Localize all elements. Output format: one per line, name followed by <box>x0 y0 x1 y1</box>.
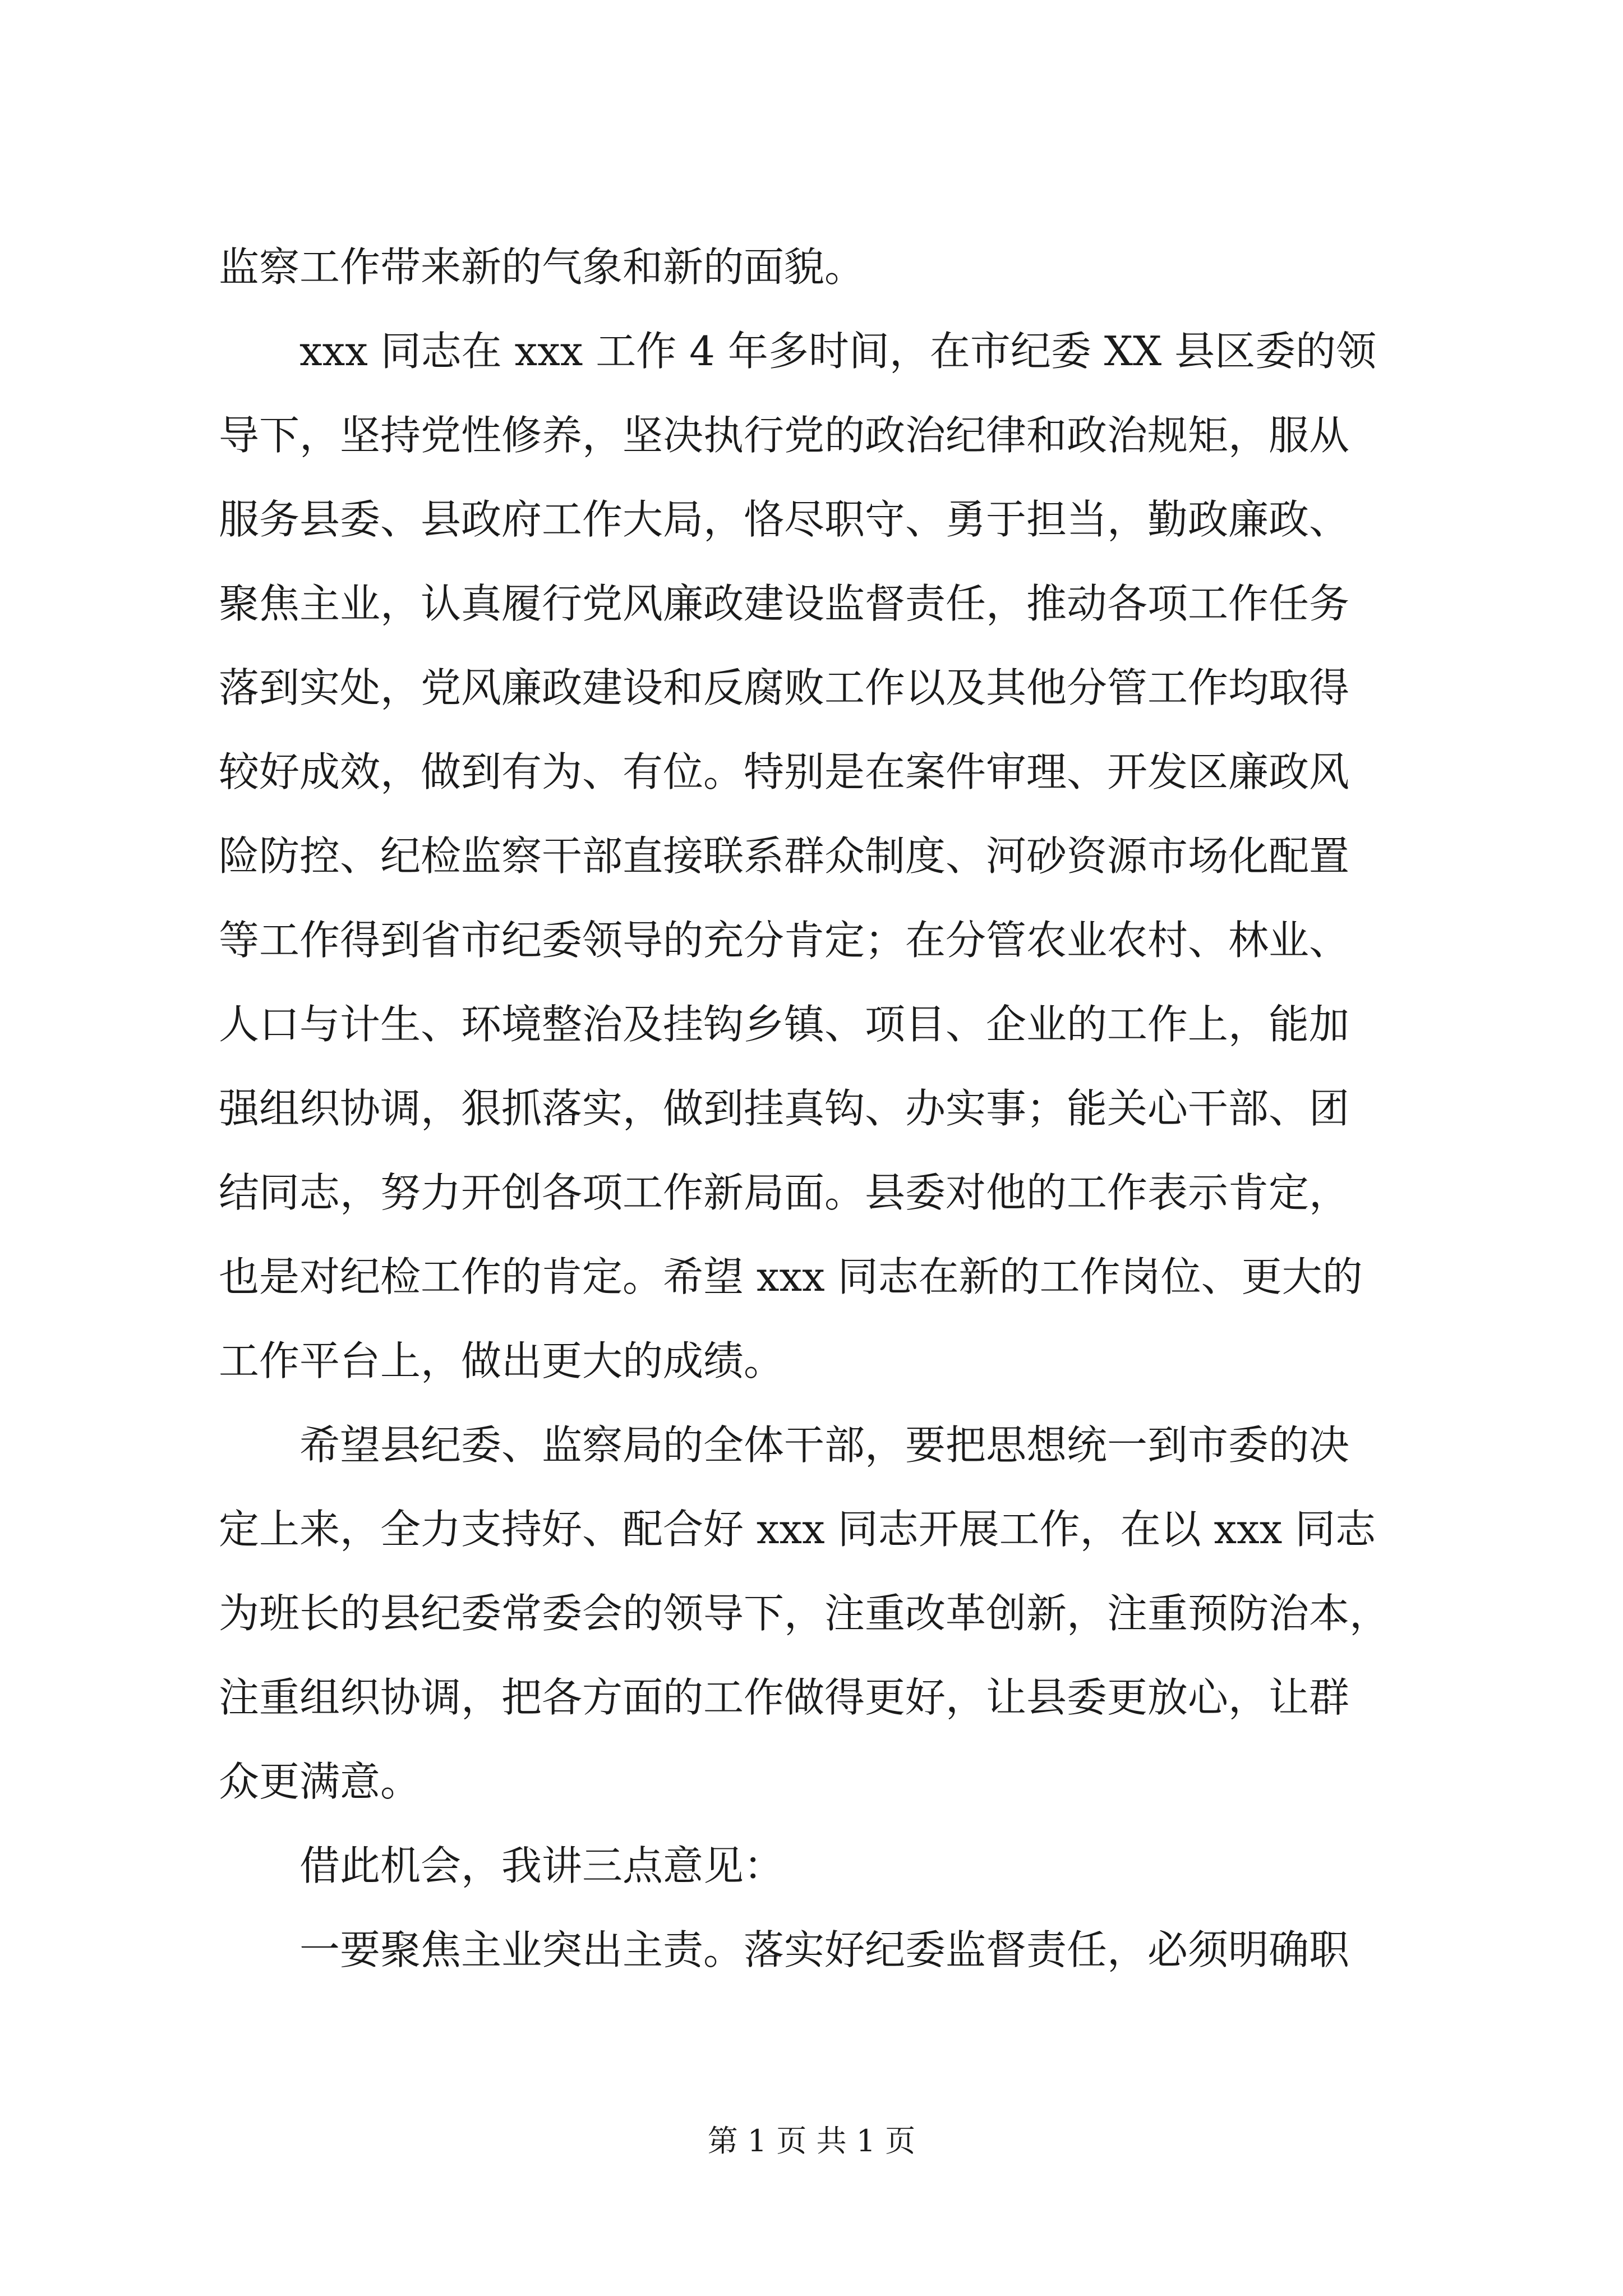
text-line: 众更满意。 <box>219 1758 421 1805</box>
text-line: 服务县委、县政府工作大局，恪尽职守、勇于担当，勤政廉政、 <box>219 496 1350 543</box>
text-line: xxx 同志在 xxx 工作 4 年多时间，在市纪委 XX 县区委的领 <box>219 328 1377 375</box>
text-line: 导下，坚持党性修养，坚决执行党的政治纪律和政治规矩，服从 <box>219 412 1350 459</box>
page-footer: 第 1 页 共 1 页 <box>707 2123 916 2159</box>
text-line: 希望县纪委、监察局的全体干部，要把思想统一到市委的决 <box>219 1421 1350 1469</box>
text-line: 一要聚焦主业突出主责。落实好纪委监督责任，必须明确职 <box>219 1926 1350 1973</box>
text-line: 人口与计生、环境整治及挂钩乡镇、项目、企业的工作上，能加 <box>219 1001 1350 1048</box>
text-line: 险防控、纪检监察干部直接联系群众制度、河砂资源市场化配置 <box>219 832 1350 880</box>
text-line: 借此机会，我讲三点意见： <box>219 1842 785 1889</box>
text-line: 监察工作带来新的气象和新的面貌。 <box>219 243 865 291</box>
text-line: 也是对纪检工作的肯定。希望 xxx 同志在新的工作岗位、更大的 <box>219 1253 1363 1300</box>
text-line: 定上来，全力支持好、配合好 xxx 同志开展工作，在以 xxx 同志 <box>219 1506 1376 1553</box>
text-line: 强组织协调，狠抓落实，做到挂真钩、办实事；能关心干部、团 <box>219 1085 1350 1132</box>
text-line: 聚焦主业，认真履行党风廉政建设监督责任，推动各项工作任务 <box>219 580 1350 627</box>
text-line: 等工作得到省市纪委领导的充分肯定；在分管农业农村、林业、 <box>219 917 1350 964</box>
text-line: 注重组织协调，把各方面的工作做得更好，让县委更放心，让群 <box>219 1674 1350 1721</box>
text-line: 结同志，努力开创各项工作新局面。县委对他的工作表示肯定， <box>219 1169 1350 1216</box>
text-line: 工作平台上，做出更大的成绩。 <box>219 1337 785 1384</box>
text-line: 为班长的县纪委常委会的领导下，注重改革创新，注重预防治本， <box>219 1590 1390 1637</box>
text-line: 较好成效，做到有为、有位。特别是在案件审理、开发区廉政风 <box>219 748 1350 795</box>
text-line: 落到实处，党风廉政建设和反腐败工作以及其他分管工作均取得 <box>219 664 1350 711</box>
